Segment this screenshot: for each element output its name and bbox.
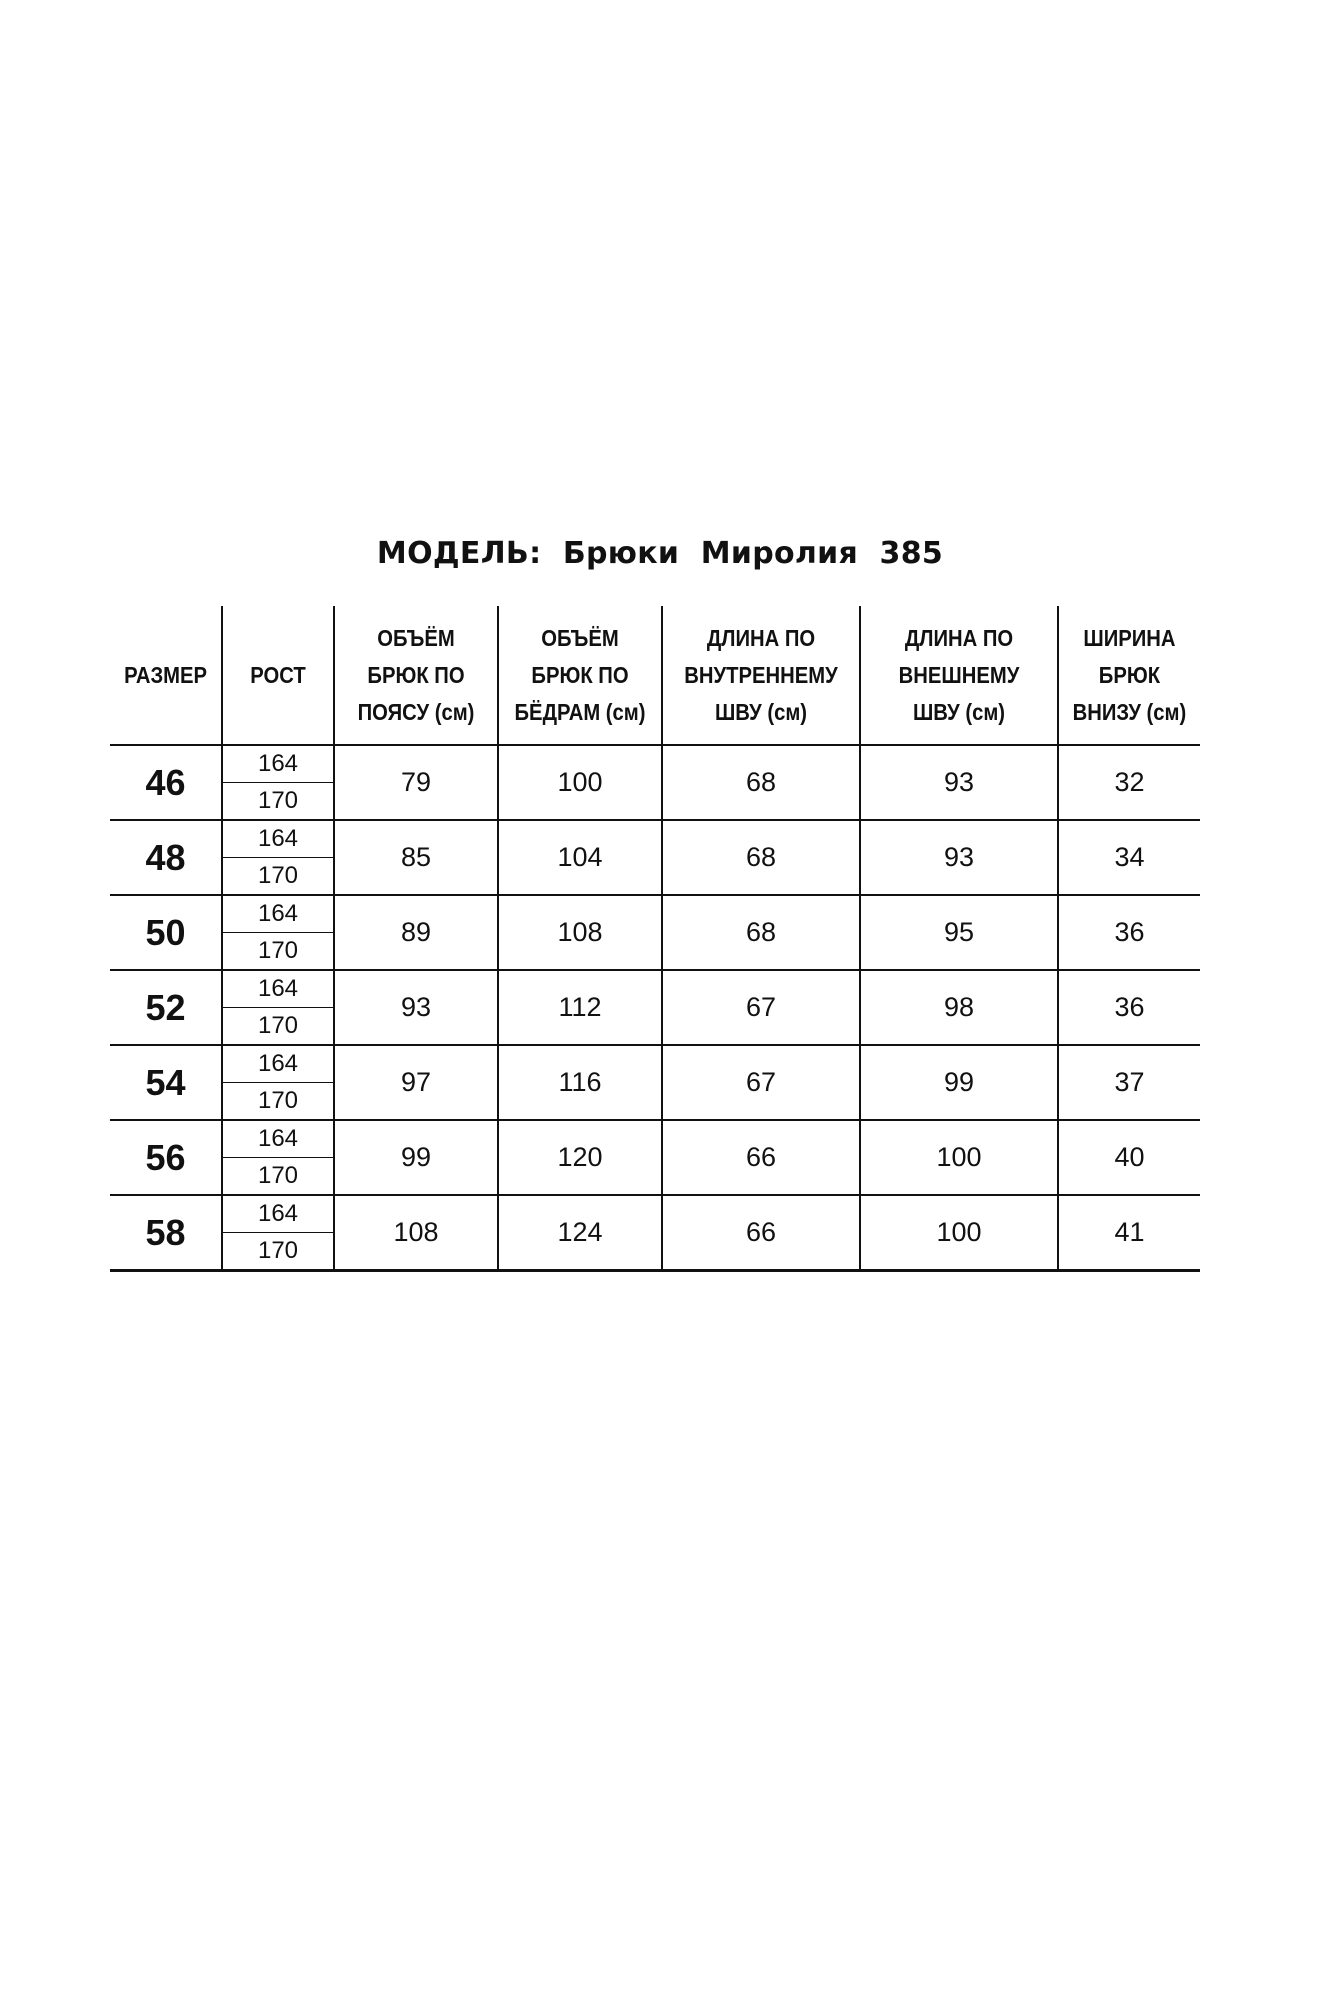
outseam-cell: 93	[860, 745, 1058, 820]
size-cell: 52	[110, 970, 222, 1045]
size-cell: 48	[110, 820, 222, 895]
size-table	[110, 606, 1200, 1272]
height-cell: 164	[222, 970, 334, 1008]
size-cell: 46	[110, 745, 222, 820]
waist-cell: 79	[334, 745, 498, 820]
inseam-cell: 68	[662, 745, 860, 820]
height-cell: 170	[222, 1158, 334, 1196]
height-cell: 170	[222, 933, 334, 971]
header-row	[110, 606, 1200, 745]
hem-cell: 36	[1058, 895, 1200, 970]
inseam-cell: 67	[662, 1045, 860, 1120]
waist-cell: 93	[334, 970, 498, 1045]
inseam-cell: 67	[662, 970, 860, 1045]
header-outseam: ДЛИНА ПО ВНЕШНЕМУ ШВУ (см)	[872, 606, 1046, 745]
hem-cell: 32	[1058, 745, 1200, 820]
table-row	[110, 1045, 1200, 1083]
waist-cell: 97	[334, 1045, 498, 1120]
header-height: РОСТ	[229, 606, 328, 745]
hips-cell: 120	[498, 1120, 662, 1195]
height-cell: 164	[222, 895, 334, 933]
size-cell: 58	[110, 1195, 222, 1271]
table-row	[110, 1195, 1200, 1233]
outseam-cell: 98	[860, 970, 1058, 1045]
inseam-cell: 68	[662, 895, 860, 970]
outseam-cell: 100	[860, 1120, 1058, 1195]
hips-cell: 108	[498, 895, 662, 970]
waist-cell: 108	[334, 1195, 498, 1271]
outseam-cell: 100	[860, 1195, 1058, 1271]
waist-cell: 85	[334, 820, 498, 895]
header-hem: ШИРИНА БРЮК ВНИЗУ (см)	[1067, 606, 1192, 745]
height-cell: 164	[222, 1120, 334, 1158]
header-inseam: ДЛИНА ПО ВНУТРЕННЕМУ ШВУ (см)	[674, 606, 848, 745]
height-cell: 170	[222, 1083, 334, 1121]
size-cell: 56	[110, 1120, 222, 1195]
table-row	[110, 745, 1200, 783]
outseam-cell: 99	[860, 1045, 1058, 1120]
height-cell: 164	[222, 1045, 334, 1083]
hem-cell: 41	[1058, 1195, 1200, 1271]
height-cell: 164	[222, 820, 334, 858]
hips-cell: 112	[498, 970, 662, 1045]
table-row	[110, 820, 1200, 858]
size-cell: 50	[110, 895, 222, 970]
hips-cell: 104	[498, 820, 662, 895]
height-cell: 170	[222, 858, 334, 896]
hips-cell: 100	[498, 745, 662, 820]
header-waist: ОБЪЁМ БРЮК ПО ПОЯСУ (см)	[344, 606, 488, 745]
waist-cell: 89	[334, 895, 498, 970]
hem-cell: 36	[1058, 970, 1200, 1045]
outseam-cell: 95	[860, 895, 1058, 970]
outseam-cell: 93	[860, 820, 1058, 895]
height-cell: 170	[222, 1233, 334, 1271]
height-cell: 164	[222, 1195, 334, 1233]
waist-cell: 99	[334, 1120, 498, 1195]
inseam-cell: 66	[662, 1195, 860, 1271]
hips-cell: 124	[498, 1195, 662, 1271]
table-row	[110, 1120, 1200, 1158]
header-size: РАЗМЕР	[117, 606, 216, 745]
header-hips: ОБЪЁМ БРЮК ПО БЁДРАМ (см)	[508, 606, 652, 745]
inseam-cell: 66	[662, 1120, 860, 1195]
hem-cell: 37	[1058, 1045, 1200, 1120]
hem-cell: 34	[1058, 820, 1200, 895]
hem-cell: 40	[1058, 1120, 1200, 1195]
hips-cell: 116	[498, 1045, 662, 1120]
table-row	[110, 970, 1200, 1008]
page-title: МОДЕЛЬ: Брюки Миролия 385	[376, 536, 944, 571]
height-cell: 170	[222, 1008, 334, 1046]
inseam-cell: 68	[662, 820, 860, 895]
size-cell: 54	[110, 1045, 222, 1120]
height-cell: 170	[222, 783, 334, 821]
height-cell: 164	[222, 745, 334, 783]
table-row	[110, 895, 1200, 933]
table-body	[110, 745, 1200, 1271]
